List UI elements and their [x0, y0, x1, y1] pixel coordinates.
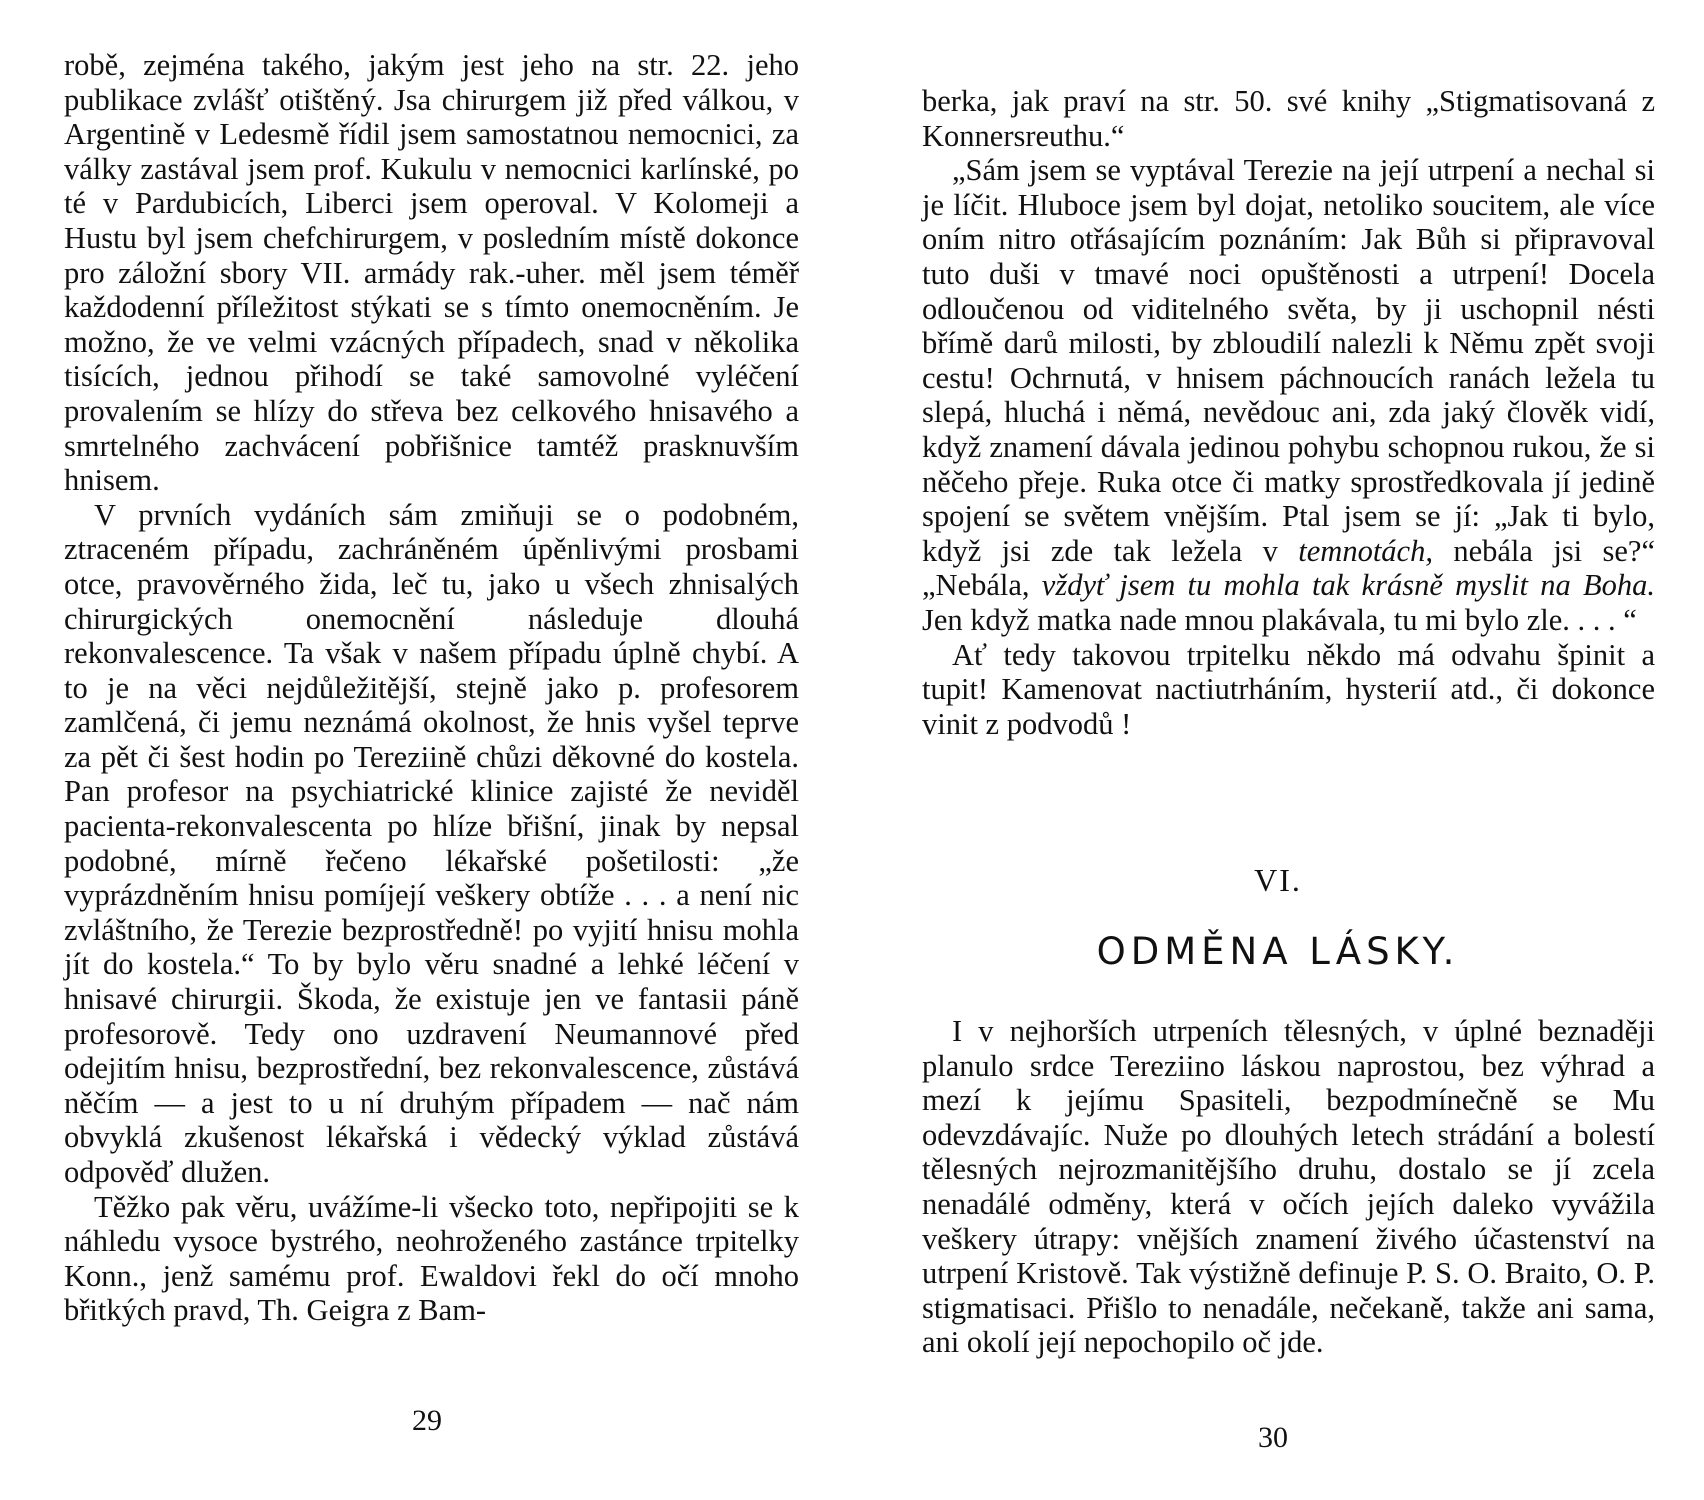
- paragraph: V prvních vydáních sám zmiňuji se o podobném, ztraceném případu, zachráněném úpěnlivými prosbami otce, pravověrného žida, leč tu, jako u všech zhnisalých chirurgických onemocnění následuje dlouhá rekonvalescence. Ta však v našem případu úplně chybí. A to je na věci nejdůležitější, stejně jako p. profesorem zamlčená, či jemu neznámá okolnost, že hnis vyšel teprve za pět či šest hodin po Tereziině chůzi děkovné do kostela. Pan profesor na psychiatrické klinice zajisté že neviděl pacienta-rekonvalescenta po hlíze břišní, jinak by nepsal podobné, mírně řečeno lékařské pošetilosti: „že vyprázdněním hnisu pomíjejí veškery obtíže . . . a není nic zvláštního, že Terezie bezprostředně! po vyjití hnisu mohla jít do kostela.“ To by bylo věru snadné a lehké léčení v hnisavé chirurgii. Škoda, že existuje jen ve fantasii páně profesorově. Tedy ono uzdravení Neumannové před odejitím hnisu, bezprostřední, bez rekonvalescence, zůstává něčím — a jest to u ní druhým případem — nač nám obvyklá zkušenost lékařská i vědecký výklad zůstává odpověď dlužen.: [64, 497, 799, 1189]
- text-run: „Sám jsem se vyptával Terezie na její utrpení a nechal si je líčit. Hluboce jsem byl dojat, netoliko soucitem, ale více oním nitro otřásajícím poznáním: Jak Bůh si připravoval tuto duši v tmavé noci opuštěnosti a utrpení! Docela odloučenou od viditelného světa, by ji uschopnil nésti břímě darů milosti, by zbloudilí nalezli k Němu zpět svoji cestu! Ochrnutá, v hnisem páchnoucích ranách ležela tu slepá, hluchá i němá, nevědouc ani, zda jaký člověk vidí, když znamení dávala jedinou pohybu schopnou rukou, že si něčeho přeje. Ruka otce či matky sprostředkovala jí jedině spojení se světem vnějším. Ptal jsem se jí: „Jak ti bylo, když jsi zde tak ležela v: [922, 153, 1655, 568]
- paragraph: Těžko pak věru, uvážíme-li všecko toto, nepřipojiti se k náhledu vysoce bystrého, neohroženého zastánce trpitelky Konn., jenž samému prof. Ewaldovi řekl do očí mnoho břitkých pravd, Th. Geigra z Bam-: [64, 1189, 799, 1328]
- text-run: Jen když matka nade mnou plakávala, tu mi bylo zle. . . . “: [922, 602, 1637, 637]
- paragraph: Ať tedy takovou trpitelku někdo má odvahu špinit a tupit! Kamenovat nactiutrháním, hysterií atd., či dokonce vinit z podvodů !: [922, 637, 1655, 741]
- page-number: 30: [1258, 1421, 1288, 1454]
- italic-run: temnotách,: [1298, 533, 1433, 568]
- italic-run: vždyť jsem tu mohla tak krásně myslit na Boha.: [1041, 568, 1655, 603]
- text-run: nebála jsi se?“ „Nebála,: [922, 533, 1655, 603]
- chapter-number: VI.: [1254, 862, 1302, 898]
- right-text-column: [922, 84, 1655, 741]
- chapter-title: ODMĚNA LÁSKY.: [1096, 930, 1460, 973]
- left-text-column: [64, 48, 799, 1328]
- chapter-text-column: [922, 1014, 1655, 1360]
- right-page: [852, 0, 1704, 1500]
- paragraph: robě, zejména takého, jakým jest jeho na str. 22. jeho publikace zvlášť otištěný. Jsa chirurgem již před válkou, v Argentině v Ledesmě řídil jsem samostatnou nemocnici, za války zastával jsem prof. Kukulu v nemocnici karlínské, po té v Pardubicích, Liberci jsem operoval. V Kolomeji a Hustu byl jsem chefchirurgem, v posledním místě dokonce pro záložní sbory VII. armády rak.-uher. měl jsem téměř každodenní příležitost stýkati se s tímto onemocněním. Je možno, že ve velmi vzácných případech, snad v několika tisících, jednou přihodí se také samovolné vyléčení provalením se hlízy do střeva bez celkového hnisavého a smrtelného zachvácení pobřišnice tamtéž prasknuvším hnisem.: [64, 48, 799, 498]
- paragraph: I v nejhorších utrpeních tělesných, v úplné beznaději planulo srdce Tereziino láskou naprostou, bez výhrad a mezí k jejímu Spasiteli, bezpodmínečně se Mu odevzdávajíc. Nuže po dlouhých letech strádání a bolestí tělesných nejrozmanitějšího druhu, dostalo se jí zcela nenadálé odměny, která v očích jejích daleko vyvážila veškery útrapy: vnějších znamení živého účastenství na utrpení Kristově. Tak výstižně definuje P. S. O. Braito, O. P. stigmatisaci. Přišlo to nenadále, nečekaně, takže ani sama, ani okolí její nepochopilo oč jde.: [922, 1014, 1655, 1360]
- page-number: 29: [412, 1404, 442, 1437]
- paragraph-quote: [922, 153, 1655, 637]
- paragraph: berka, jak praví na str. 50. své knihy „Stigmatisovaná z Konnersreuthu.“: [922, 84, 1655, 153]
